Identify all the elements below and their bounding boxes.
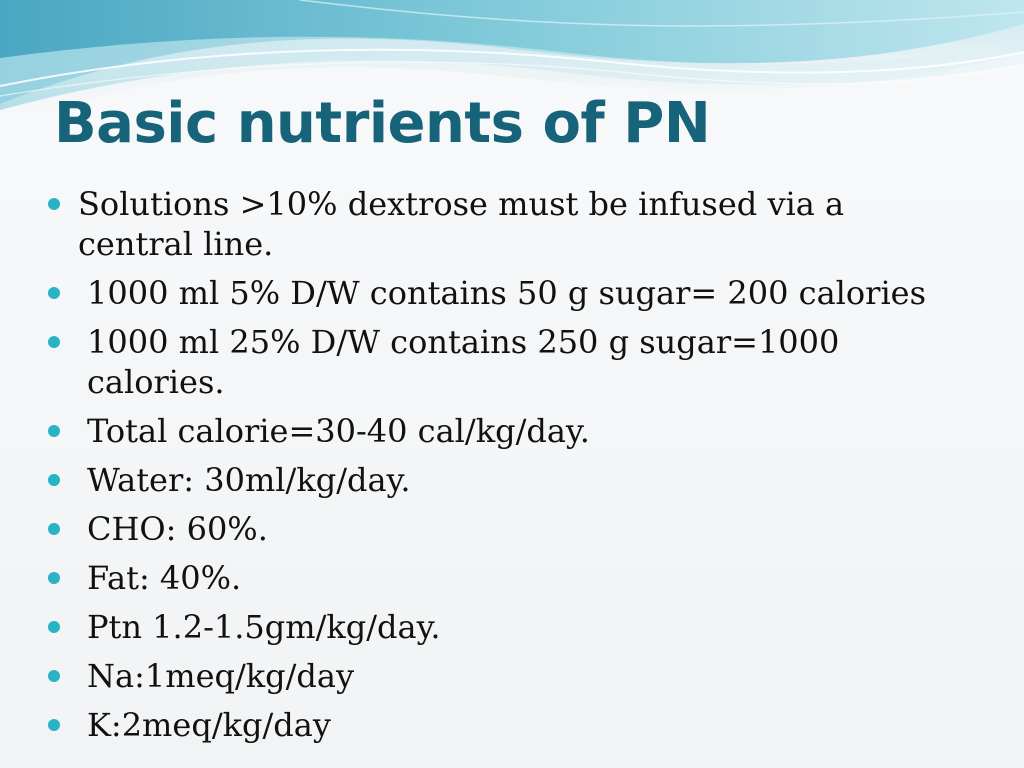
slide-title: Basic nutrients of PN <box>54 91 711 156</box>
list-item <box>44 607 964 647</box>
list-item <box>44 273 964 313</box>
bullet-text: Total calorie=30-40 cal/kg/day. <box>87 412 590 450</box>
bullet-text: 1000 ml 25% D/W contains 250 g sugar=1000 calories. <box>87 323 840 401</box>
filled-circle-bullet-icon <box>48 572 60 584</box>
bullet-text: CHO: 60%. <box>87 510 268 548</box>
filled-circle-bullet-icon <box>48 336 60 348</box>
bullet-text: Ptn 1.2-1.5gm/kg/day. <box>87 608 441 646</box>
list-item <box>44 705 964 745</box>
list-item <box>44 558 964 598</box>
filled-circle-bullet-icon <box>48 198 60 210</box>
bullet-list <box>44 184 964 754</box>
list-item <box>44 411 964 451</box>
bullet-text: Solutions >10% dextrose must be infused via a central line. <box>78 185 845 263</box>
filled-circle-bullet-icon <box>48 621 60 633</box>
list-item <box>44 656 964 696</box>
filled-circle-bullet-icon <box>48 474 60 486</box>
filled-circle-bullet-icon <box>48 287 60 299</box>
filled-circle-bullet-icon <box>48 425 60 437</box>
list-item <box>44 322 964 402</box>
filled-circle-bullet-icon <box>48 719 60 731</box>
bullet-text: K:2meq/kg/day <box>87 706 331 744</box>
filled-circle-bullet-icon <box>48 670 60 682</box>
bullet-text: 1000 ml 5% D/W contains 50 g sugar= 200 calories <box>87 274 927 312</box>
list-item <box>44 460 964 500</box>
filled-circle-bullet-icon <box>48 523 60 535</box>
list-item <box>44 184 964 264</box>
bullet-text: Na:1meq/kg/day <box>87 657 355 695</box>
bullet-text: Water: 30ml/kg/day. <box>87 461 411 499</box>
list-item <box>44 509 964 549</box>
bullet-text: Fat: 40%. <box>87 559 242 597</box>
